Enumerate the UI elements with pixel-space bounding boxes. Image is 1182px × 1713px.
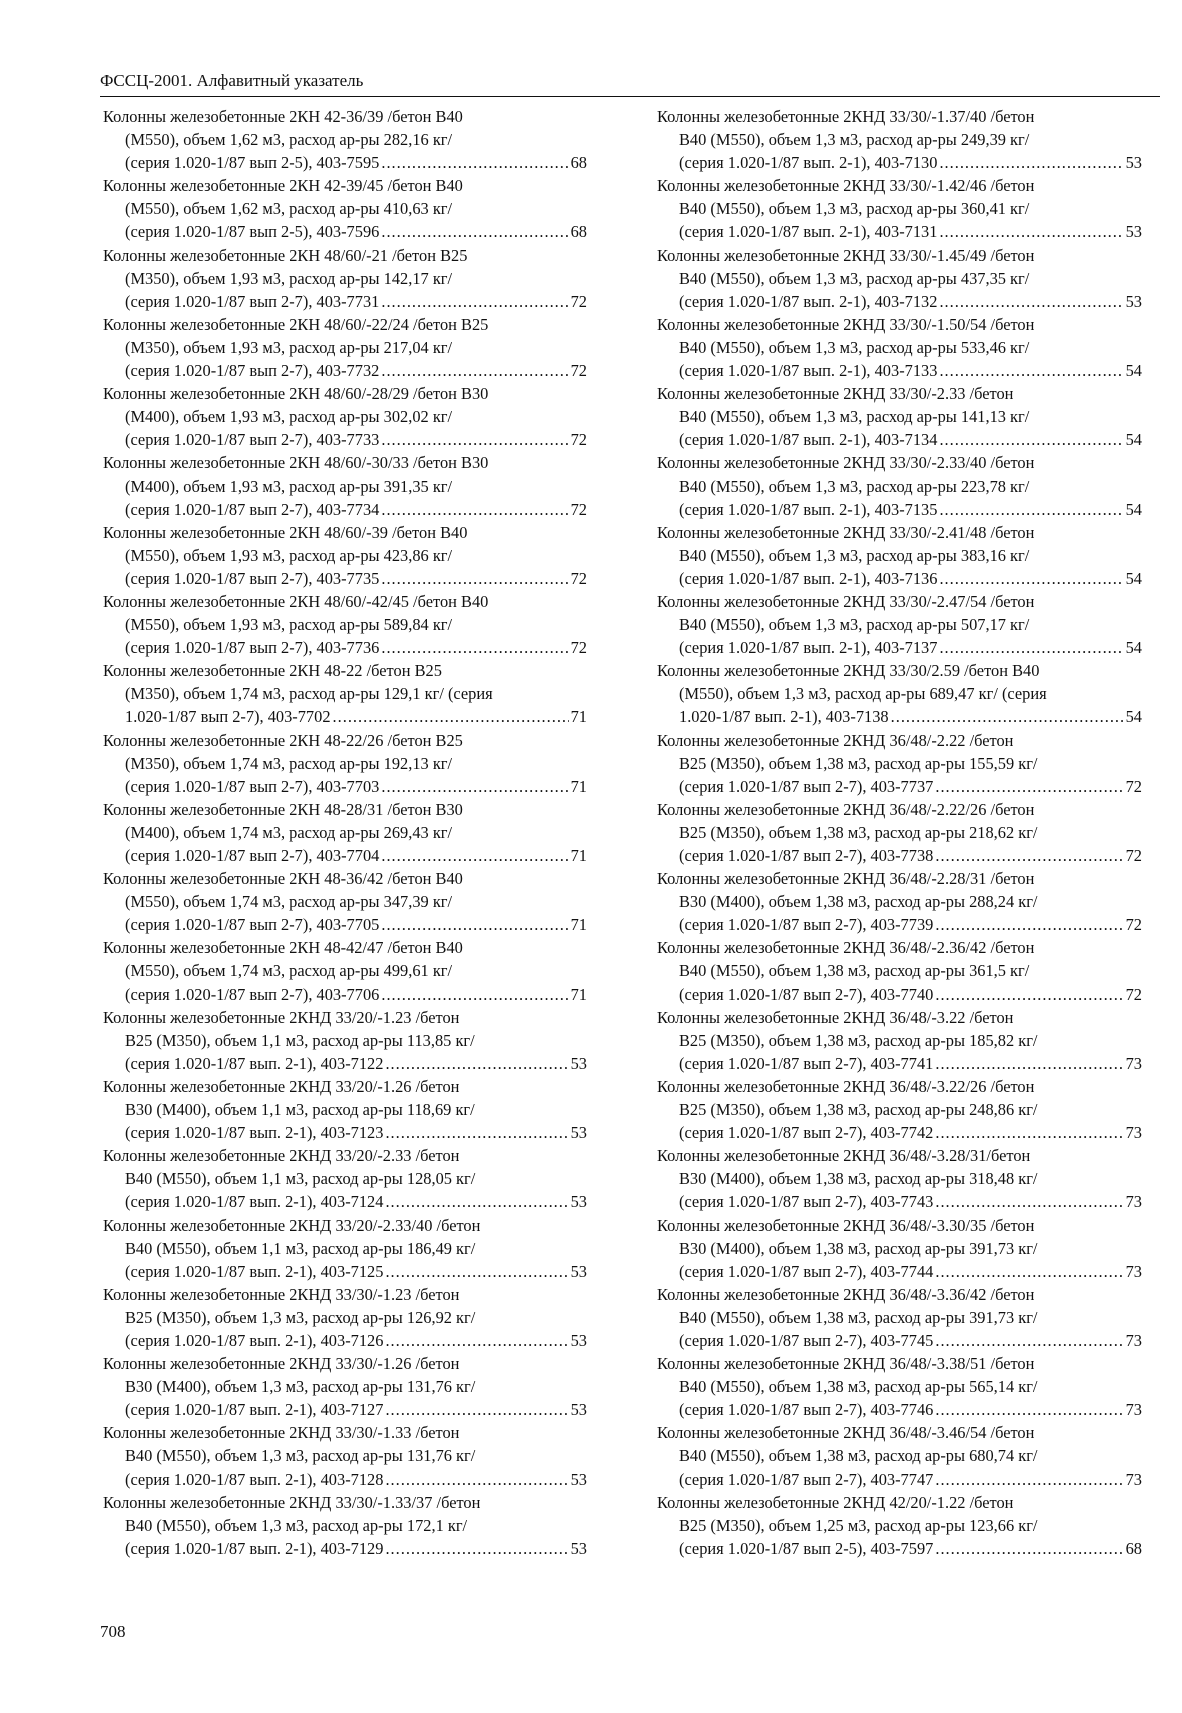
dot-leader xyxy=(385,1398,568,1421)
entry-line-1: Колонны железобетонные 2КНД 36/48/-2.22 /бетон xyxy=(657,730,1014,750)
dot-leader xyxy=(381,913,568,936)
entry-reference: (серия 1.020-1/87 вып 2-7), 403-7740 xyxy=(679,984,934,1004)
entry-line-2: (М550), объем 1,93 м3, расход ар-ры 423,86 кг/ xyxy=(125,545,453,565)
index-entry xyxy=(103,174,587,243)
entry-line-3 xyxy=(657,844,1142,867)
entry-line-1: Колонны железобетонные 2КНД 33/30/-2.33 /бетон xyxy=(657,384,1014,404)
entry-line-1: Колонны железобетонные 2КНД 36/48/-3.46/54 /бетон xyxy=(657,1423,1035,1443)
dot-leader xyxy=(381,567,568,590)
index-entry xyxy=(103,1214,587,1283)
entry-page-number: 53 xyxy=(570,1192,587,1212)
entry-reference: (серия 1.020-1/87 вып 2-7), 403-7734 xyxy=(125,499,380,519)
entry-line-1: Колонны железобетонные 2КНД 36/48/-2.22/26 /бетон xyxy=(657,799,1035,819)
dot-leader xyxy=(935,1398,1123,1421)
entry-page-number: 54 xyxy=(1125,568,1142,588)
dot-leader xyxy=(381,428,568,451)
entry-line-2: В30 (М400), объем 1,38 м3, расход ар-ры 391,73 кг/ xyxy=(679,1238,1038,1258)
entry-line-3 xyxy=(103,1398,587,1421)
index-entry xyxy=(657,382,1142,451)
entry-line-2: В40 (М550), объем 1,3 м3, расход ар-ры 141,13 кг/ xyxy=(679,407,1030,427)
entry-line-3 xyxy=(103,1468,587,1491)
entry-reference: (серия 1.020-1/87 вып 2-7), 403-7706 xyxy=(125,984,380,1004)
index-entry xyxy=(657,590,1142,659)
entry-reference: (серия 1.020-1/87 вып. 2-1), 403-7126 xyxy=(125,1330,384,1350)
entry-line-2: В25 (М350), объем 1,38 м3, расход ар-ры 185,82 кг/ xyxy=(679,1030,1038,1050)
dot-leader xyxy=(935,1260,1123,1283)
entry-reference: (серия 1.020-1/87 вып 2-7), 403-7742 xyxy=(679,1123,934,1143)
entry-reference: (серия 1.020-1/87 вып. 2-1), 403-7135 xyxy=(679,499,938,519)
entry-line-2: В30 (М400), объем 1,3 м3, расход ар-ры 131,76 кг/ xyxy=(125,1377,476,1397)
entry-line-3 xyxy=(103,359,587,382)
entry-reference: (серия 1.020-1/87 вып 2-5), 403-7595 xyxy=(125,153,380,173)
dot-leader xyxy=(939,498,1123,521)
entry-line-3 xyxy=(103,1329,587,1352)
index-entry xyxy=(657,1075,1142,1144)
entry-line-3 xyxy=(657,705,1142,728)
index-entry xyxy=(103,244,587,313)
entry-reference: (серия 1.020-1/87 вып 2-7), 403-7737 xyxy=(679,776,934,796)
entry-page-number: 72 xyxy=(1125,846,1142,865)
entry-reference: 1.020-1/87 вып. 2-1), 403-7138 xyxy=(679,707,889,727)
dot-leader xyxy=(935,1052,1123,1075)
entry-page-number: 53 xyxy=(1125,153,1142,173)
entry-line-2: (М550), объем 1,3 м3, расход ар-ры 689,47 кг/ (серия xyxy=(679,684,1047,704)
dot-leader xyxy=(385,1329,568,1352)
entry-line-2: (М550), объем 1,62 м3, расход ар-ры 410,63 кг/ xyxy=(125,199,453,219)
entry-line-3 xyxy=(103,1121,587,1144)
entry-page-number: 53 xyxy=(570,1400,587,1420)
entry-page-number: 54 xyxy=(1125,707,1142,727)
entry-reference: (серия 1.020-1/87 вып. 2-1), 403-7125 xyxy=(125,1261,384,1281)
entry-reference: (серия 1.020-1/87 вып. 2-1), 403-7131 xyxy=(679,222,938,242)
entry-line-1: Колонны железобетонные 2КНД 33/20/-1.23 /бетон xyxy=(103,1007,460,1027)
index-entry xyxy=(657,521,1142,590)
entry-line-1: Колонны железобетонные 2КНД 33/30/-2.33/40 /бетон xyxy=(657,453,1035,473)
entry-line-1: Колонны железобетонные 2КН 48/60/-39 /бетон В40 xyxy=(103,522,468,542)
entry-line-1: Колонны железобетонные 2КНД 33/30/-1.33 /бетон xyxy=(103,1423,460,1443)
entry-line-1: Колонны железобетонные 2КН 48/60/-22/24 /бетон В25 xyxy=(103,314,489,334)
entry-reference: (серия 1.020-1/87 вып. 2-1), 403-7136 xyxy=(679,568,938,588)
entry-reference: (серия 1.020-1/87 вып 2-7), 403-7739 xyxy=(679,915,934,935)
index-entry xyxy=(103,798,587,867)
page-header-title: ФССЦ-2001. Алфавитный указатель xyxy=(100,71,364,90)
index-entry xyxy=(657,174,1142,243)
entry-reference: (серия 1.020-1/87 вып 2-7), 403-7732 xyxy=(125,361,380,381)
page-number: 708 xyxy=(100,1622,126,1641)
entry-page-number: 53 xyxy=(1125,222,1142,242)
entry-page-number: 72 xyxy=(570,291,587,311)
dot-leader xyxy=(935,983,1123,1006)
entry-page-number: 71 xyxy=(570,984,587,1004)
index-entry xyxy=(103,936,587,1005)
index-entry xyxy=(657,1006,1142,1075)
entry-line-1: Колонны железобетонные 2КНД 36/48/-3.22/26 /бетон xyxy=(657,1076,1035,1096)
dot-leader xyxy=(935,775,1123,798)
entry-reference: (серия 1.020-1/87 вып 2-7), 403-7746 xyxy=(679,1400,934,1420)
entry-line-2: В40 (М550), объем 1,3 м3, расход ар-ры 533,46 кг/ xyxy=(679,337,1030,357)
entry-page-number: 73 xyxy=(1125,1192,1142,1212)
entry-page-number: 73 xyxy=(1125,1123,1142,1143)
entry-line-1: Колонны железобетонные 2КН 48-42/47 /бетон В40 xyxy=(103,938,463,958)
dot-leader xyxy=(381,636,568,659)
dot-leader xyxy=(935,1329,1123,1352)
dot-leader xyxy=(333,705,569,728)
entry-line-2: В25 (М350), объем 1,38 м3, расход ар-ры 218,62 кг/ xyxy=(679,822,1038,842)
entry-line-1: Колонны железобетонные 2КНД 33/30/2.59 /бетон В40 xyxy=(657,661,1040,681)
entry-line-3 xyxy=(657,428,1142,451)
index-entry xyxy=(657,105,1142,174)
dot-leader xyxy=(935,1190,1123,1213)
entry-line-2: (М400), объем 1,74 м3, расход ар-ры 269,43 кг/ xyxy=(125,822,453,842)
entry-line-2: В25 (М350), объем 1,3 м3, расход ар-ры 126,92 кг/ xyxy=(125,1307,476,1327)
entry-reference: (серия 1.020-1/87 вып. 2-1), 403-7123 xyxy=(125,1123,384,1143)
dot-leader xyxy=(385,1052,568,1075)
entry-line-3 xyxy=(657,290,1142,313)
index-entry xyxy=(103,867,587,936)
entry-page-number: 71 xyxy=(570,707,587,727)
entry-page-number: 72 xyxy=(570,499,587,519)
entry-line-2: В25 (М350), объем 1,38 м3, расход ар-ры 248,86 кг/ xyxy=(679,1100,1038,1120)
entry-line-3 xyxy=(103,428,587,451)
entry-line-3 xyxy=(103,1052,587,1075)
index-entry xyxy=(103,1075,587,1144)
entry-line-3 xyxy=(103,1190,587,1213)
entry-line-1: Колонны железобетонные 2КНД 36/48/-3.30/35 /бетон xyxy=(657,1215,1035,1235)
entry-reference: (серия 1.020-1/87 вып. 2-1), 403-7132 xyxy=(679,291,938,311)
entry-line-2: (М350), объем 1,74 м3, расход ар-ры 192,13 кг/ xyxy=(125,753,453,773)
entry-line-2: (М550), объем 1,62 м3, расход ар-ры 282,16 кг/ xyxy=(125,130,453,150)
entry-line-2: В25 (М350), объем 1,25 м3, расход ар-ры 123,66 кг/ xyxy=(679,1515,1038,1535)
dot-leader xyxy=(381,151,568,174)
entry-page-number: 72 xyxy=(570,568,587,588)
entry-line-2: В40 (М550), объем 1,3 м3, расход ар-ры 383,16 кг/ xyxy=(679,545,1030,565)
entry-line-2: В40 (М550), объем 1,3 м3, расход ар-ры 507,17 кг/ xyxy=(679,615,1030,635)
dot-leader xyxy=(381,844,568,867)
entry-line-3 xyxy=(657,220,1142,243)
index-entry xyxy=(657,313,1142,382)
entry-reference: (серия 1.020-1/87 вып 2-7), 403-7747 xyxy=(679,1469,934,1489)
entry-line-1: Колонны железобетонные 2КНД 33/30/-1.33/37 /бетон xyxy=(103,1492,481,1512)
dot-leader xyxy=(381,220,568,243)
index-entry xyxy=(657,1144,1142,1213)
entry-reference: (серия 1.020-1/87 вып 2-5), 403-7596 xyxy=(125,222,380,242)
entry-line-2: В40 (М550), объем 1,38 м3, расход ар-ры 391,73 кг/ xyxy=(679,1307,1038,1327)
entry-line-3 xyxy=(103,1260,587,1283)
entry-reference: (серия 1.020-1/87 вып. 2-1), 403-7130 xyxy=(679,153,938,173)
entry-line-2: В25 (М350), объем 1,38 м3, расход ар-ры 155,59 кг/ xyxy=(679,753,1038,773)
entry-line-1: Колонны железобетонные 2КНД 33/30/-1.45/49 /бетон xyxy=(657,245,1035,265)
entry-line-3 xyxy=(657,1537,1142,1560)
dot-leader xyxy=(939,567,1123,590)
index-entry xyxy=(103,729,587,798)
entry-page-number: 73 xyxy=(1125,1400,1142,1420)
entry-line-2: В40 (М550), объем 1,38 м3, расход ар-ры 565,14 кг/ xyxy=(679,1377,1038,1397)
entry-reference: (серия 1.020-1/87 вып 2-7), 403-7741 xyxy=(679,1053,934,1073)
entry-reference: (серия 1.020-1/87 вып. 2-1), 403-7128 xyxy=(125,1469,384,1489)
index-entry xyxy=(103,451,587,520)
index-entry xyxy=(657,867,1142,936)
entry-line-3 xyxy=(103,844,587,867)
dot-leader xyxy=(385,1121,568,1144)
entry-line-1: Колонны железобетонные 2КНД 33/20/-2.33 /бетон xyxy=(103,1146,460,1166)
dot-leader xyxy=(381,498,568,521)
entry-line-3 xyxy=(657,151,1142,174)
entry-line-2: В40 (М550), объем 1,38 м3, расход ар-ры 680,74 кг/ xyxy=(679,1446,1038,1466)
dot-leader xyxy=(939,636,1123,659)
index-column-left xyxy=(103,105,587,1560)
entry-line-2: В40 (М550), объем 1,3 м3, расход ар-ры 223,78 кг/ xyxy=(679,476,1030,496)
index-entry xyxy=(657,244,1142,313)
entry-line-3 xyxy=(657,1260,1142,1283)
entry-line-2: В40 (М550), объем 1,1 м3, расход ар-ры 128,05 кг/ xyxy=(125,1169,476,1189)
dot-leader xyxy=(935,1121,1123,1144)
page-header xyxy=(100,70,1160,97)
dot-leader xyxy=(381,290,568,313)
index-entry xyxy=(657,1283,1142,1352)
dot-leader xyxy=(935,1468,1123,1491)
entry-reference: (серия 1.020-1/87 вып. 2-1), 403-7134 xyxy=(679,430,938,450)
index-entry xyxy=(103,1352,587,1421)
entry-reference: (серия 1.020-1/87 вып. 2-1), 403-7127 xyxy=(125,1400,384,1420)
index-entry xyxy=(103,1006,587,1075)
dot-leader xyxy=(935,913,1123,936)
entry-line-1: Колонны железобетонные 2КН 48/60/-30/33 /бетон В30 xyxy=(103,453,489,473)
entry-line-3 xyxy=(657,1468,1142,1491)
index-entry xyxy=(657,1491,1142,1560)
entry-line-1: Колонны железобетонные 2КНД 36/48/-2.28/31 /бетон xyxy=(657,869,1035,889)
entry-page-number: 71 xyxy=(570,915,587,935)
entry-line-1: Колонны железобетонные 2КН 48-28/31 /бетон В30 xyxy=(103,799,463,819)
dot-leader xyxy=(939,220,1123,243)
entry-line-1: Колонны железобетонные 2КН 42-36/39 /бетон В40 xyxy=(103,107,463,126)
entry-line-1: Колонны железобетонные 2КН 48/60/-42/45 /бетон В40 xyxy=(103,591,489,611)
entry-line-1: Колонны железобетонные 2КНД 36/48/-3.28/31/бетон xyxy=(657,1146,1031,1166)
dot-leader xyxy=(939,428,1123,451)
entry-reference: (серия 1.020-1/87 вып. 2-1), 403-7129 xyxy=(125,1538,384,1558)
dot-leader xyxy=(935,844,1123,867)
entry-page-number: 73 xyxy=(1125,1330,1142,1350)
entry-reference: (серия 1.020-1/87 вып 2-7), 403-7744 xyxy=(679,1261,934,1281)
entry-line-3 xyxy=(657,636,1142,659)
entry-page-number: 53 xyxy=(570,1330,587,1350)
index-entry xyxy=(657,729,1142,798)
entry-page-number: 53 xyxy=(570,1261,587,1281)
entry-line-2: (М350), объем 1,93 м3, расход ар-ры 142,17 кг/ xyxy=(125,268,453,288)
entry-line-2: (М400), объем 1,93 м3, расход ар-ры 302,02 кг/ xyxy=(125,407,453,427)
index-entry xyxy=(103,313,587,382)
entry-line-2: В40 (М550), объем 1,3 м3, расход ар-ры 172,1 кг/ xyxy=(125,1515,468,1535)
entry-line-3 xyxy=(657,913,1142,936)
entry-reference: (серия 1.020-1/87 вып 2-7), 403-7705 xyxy=(125,915,380,935)
entry-line-3 xyxy=(103,290,587,313)
entry-line-2: (М550), объем 1,74 м3, расход ар-ры 347,39 кг/ xyxy=(125,892,453,912)
dot-leader xyxy=(385,1190,568,1213)
entry-reference: (серия 1.020-1/87 вып. 2-1), 403-7122 xyxy=(125,1053,384,1073)
entry-line-1: Колонны железобетонные 2КН 42-39/45 /бетон В40 xyxy=(103,176,463,196)
entry-page-number: 72 xyxy=(570,361,587,381)
entry-reference: (серия 1.020-1/87 вып. 2-1), 403-7137 xyxy=(679,638,938,658)
entry-line-2: (М550), объем 1,93 м3, расход ар-ры 589,84 кг/ xyxy=(125,615,453,635)
index-entry xyxy=(657,798,1142,867)
entry-line-3 xyxy=(103,567,587,590)
index-entry xyxy=(103,1491,587,1560)
index-entry xyxy=(657,659,1142,728)
entry-line-2: (М350), объем 1,93 м3, расход ар-ры 217,04 кг/ xyxy=(125,337,453,357)
entry-line-1: Колонны железобетонные 2КНД 42/20/-1.22 /бетон xyxy=(657,1492,1014,1512)
entry-line-3 xyxy=(103,775,587,798)
entry-line-3 xyxy=(103,498,587,521)
dot-leader xyxy=(891,705,1124,728)
entry-page-number: 54 xyxy=(1125,430,1142,450)
entry-line-2: В25 (М350), объем 1,1 м3, расход ар-ры 113,85 кг/ xyxy=(125,1030,475,1050)
entry-page-number: 53 xyxy=(570,1123,587,1143)
entry-page-number: 72 xyxy=(1125,915,1142,935)
entry-reference: (серия 1.020-1/87 вып 2-7), 403-7731 xyxy=(125,291,380,311)
entry-line-2: В30 (М400), объем 1,1 м3, расход ар-ры 118,69 кг/ xyxy=(125,1100,475,1120)
index-entry xyxy=(103,521,587,590)
entry-line-3 xyxy=(657,1190,1142,1213)
entry-page-number: 54 xyxy=(1125,638,1142,658)
entry-reference: (серия 1.020-1/87 вып 2-7), 403-7733 xyxy=(125,430,380,450)
entry-page-number: 72 xyxy=(570,638,587,658)
entry-page-number: 53 xyxy=(570,1469,587,1489)
entry-line-1: Колонны железобетонные 2КНД 36/48/-3.22 /бетон xyxy=(657,1007,1014,1027)
entry-line-1: Колонны железобетонные 2КНД 33/30/-2.47/54 /бетон xyxy=(657,591,1035,611)
entry-line-2: В40 (М550), объем 1,3 м3, расход ар-ры 437,35 кг/ xyxy=(679,268,1030,288)
entry-line-2: В40 (М550), объем 1,38 м3, расход ар-ры 361,5 кг/ xyxy=(679,961,1030,981)
entry-reference: (серия 1.020-1/87 вып 2-7), 403-7735 xyxy=(125,568,380,588)
index-entry xyxy=(103,105,587,174)
entry-line-1: Колонны железобетонные 2КН 48-36/42 /бетон В40 xyxy=(103,869,463,889)
index-entry xyxy=(657,1352,1142,1421)
entry-line-2: В30 (М400), объем 1,38 м3, расход ар-ры 318,48 кг/ xyxy=(679,1169,1038,1189)
entry-page-number: 68 xyxy=(1125,1538,1142,1558)
index-entry xyxy=(657,1421,1142,1490)
entry-reference: (серия 1.020-1/87 вып 2-7), 403-7703 xyxy=(125,776,380,796)
entry-line-3 xyxy=(657,775,1142,798)
entry-page-number: 68 xyxy=(570,222,587,242)
entry-reference: (серия 1.020-1/87 вып 2-7), 403-7736 xyxy=(125,638,380,658)
entry-line-1: Колонны железобетонные 2КН 48/60/-21 /бетон В25 xyxy=(103,245,468,265)
entry-line-3 xyxy=(103,983,587,1006)
entry-line-1: Колонны железобетонные 2КНД 33/30/-2.41/48 /бетон xyxy=(657,522,1035,542)
entry-reference: (серия 1.020-1/87 вып 2-7), 403-7743 xyxy=(679,1192,934,1212)
entry-page-number: 54 xyxy=(1125,361,1142,381)
entry-line-3 xyxy=(103,1537,587,1560)
entry-line-2: (М350), объем 1,74 м3, расход ар-ры 129,1 кг/ (серия xyxy=(125,684,493,704)
entry-page-number: 72 xyxy=(570,430,587,450)
entry-line-3 xyxy=(657,567,1142,590)
index-entry xyxy=(103,382,587,451)
entry-line-3 xyxy=(657,1329,1142,1352)
entry-line-3 xyxy=(657,359,1142,382)
entry-page-number: 54 xyxy=(1125,499,1142,519)
index-entry xyxy=(103,1421,587,1490)
entry-line-1: Колонны железобетонные 2КНД 36/48/-3.36/42 /бетон xyxy=(657,1284,1035,1304)
entry-reference: (серия 1.020-1/87 вып. 2-1), 403-7133 xyxy=(679,361,938,381)
entry-reference: (серия 1.020-1/87 вып 2-7), 403-7745 xyxy=(679,1330,934,1350)
entry-line-3 xyxy=(103,636,587,659)
entry-line-2: (М550), объем 1,74 м3, расход ар-ры 499,61 кг/ xyxy=(125,961,453,981)
entry-line-2: В40 (М550), объем 1,3 м3, расход ар-ры 360,41 кг/ xyxy=(679,199,1030,219)
dot-leader xyxy=(385,1537,568,1560)
entry-line-1: Колонны железобетонные 2КНД 33/20/-1.26 /бетон xyxy=(103,1076,460,1096)
entry-line-1: Колонны железобетонные 2КНД 36/48/-3.38/51 /бетон xyxy=(657,1354,1035,1374)
entry-page-number: 72 xyxy=(1125,776,1142,796)
entry-line-3 xyxy=(103,913,587,936)
dot-leader xyxy=(939,290,1123,313)
entry-line-1: Колонны железобетонные 2КНД 33/30/-1.26 /бетон xyxy=(103,1354,460,1374)
entry-line-3 xyxy=(657,1121,1142,1144)
entry-page-number: 53 xyxy=(570,1053,587,1073)
index-column-right xyxy=(657,105,1142,1560)
dot-leader xyxy=(385,1260,568,1283)
entry-line-2: (М400), объем 1,93 м3, расход ар-ры 391,35 кг/ xyxy=(125,476,453,496)
entry-reference: 1.020-1/87 вып 2-7), 403-7702 xyxy=(125,707,331,727)
entry-reference: (серия 1.020-1/87 вып. 2-1), 403-7124 xyxy=(125,1192,384,1212)
entry-line-1: Колонны железобетонные 2КНД 33/20/-2.33/40 /бетон xyxy=(103,1215,481,1235)
dot-leader xyxy=(385,1468,568,1491)
entry-line-1: Колонны железобетонные 2КНД 33/30/-1.50/54 /бетон xyxy=(657,314,1035,334)
dot-leader xyxy=(381,359,568,382)
entry-page-number: 53 xyxy=(570,1538,587,1558)
entry-line-3 xyxy=(103,151,587,174)
entry-reference: (серия 1.020-1/87 вып 2-7), 403-7738 xyxy=(679,846,934,865)
dot-leader xyxy=(939,359,1123,382)
entry-line-1: Колонны железобетонные 2КНД 36/48/-2.36/42 /бетон xyxy=(657,938,1035,958)
entry-line-3 xyxy=(657,983,1142,1006)
entry-line-1: Колонны железобетонные 2КН 48/60/-28/29 /бетон В30 xyxy=(103,384,489,404)
entry-line-3 xyxy=(657,1398,1142,1421)
dot-leader xyxy=(381,775,568,798)
dot-leader xyxy=(939,151,1123,174)
entry-line-3 xyxy=(103,705,587,728)
dot-leader xyxy=(381,983,568,1006)
entry-page-number: 73 xyxy=(1125,1261,1142,1281)
entry-page-number: 71 xyxy=(570,846,587,865)
entry-line-1: Колонны железобетонные 2КН 48-22 /бетон В25 xyxy=(103,661,442,681)
index-entry xyxy=(103,590,587,659)
entry-reference: (серия 1.020-1/87 вып 2-7), 403-7704 xyxy=(125,846,380,865)
entry-line-2: В40 (М550), объем 1,3 м3, расход ар-ры 249,39 кг/ xyxy=(679,130,1030,150)
entry-line-3 xyxy=(657,1052,1142,1075)
index-entry xyxy=(657,451,1142,520)
entry-page-number: 72 xyxy=(1125,984,1142,1004)
entry-reference: (серия 1.020-1/87 вып 2-5), 403-7597 xyxy=(679,1538,934,1558)
index-entry xyxy=(103,659,587,728)
entry-page-number: 71 xyxy=(570,776,587,796)
entry-page-number: 73 xyxy=(1125,1469,1142,1489)
index-entry xyxy=(103,1144,587,1213)
index-entry xyxy=(657,1214,1142,1283)
dot-leader xyxy=(935,1537,1123,1560)
entry-line-3 xyxy=(657,498,1142,521)
entry-line-1: Колонны железобетонные 2КНД 33/30/-1.37/40 /бетон xyxy=(657,107,1035,126)
entry-line-3 xyxy=(103,220,587,243)
entry-line-2: В40 (М550), объем 1,3 м3, расход ар-ры 131,76 кг/ xyxy=(125,1446,476,1466)
entry-page-number: 53 xyxy=(1125,291,1142,311)
entry-line-1: Колонны железобетонные 2КНД 33/30/-1.42/46 /бетон xyxy=(657,176,1035,196)
entry-page-number: 68 xyxy=(570,153,587,173)
entry-line-2: В30 (М400), объем 1,38 м3, расход ар-ры 288,24 кг/ xyxy=(679,892,1038,912)
index-entry xyxy=(657,936,1142,1005)
entry-line-1: Колонны железобетонные 2КН 48-22/26 /бетон В25 xyxy=(103,730,463,750)
entry-line-1: Колонны железобетонные 2КНД 33/30/-1.23 /бетон xyxy=(103,1284,460,1304)
index-entry xyxy=(103,1283,587,1352)
entry-page-number: 73 xyxy=(1125,1053,1142,1073)
entry-line-2: В40 (М550), объем 1,1 м3, расход ар-ры 186,49 кг/ xyxy=(125,1238,476,1258)
